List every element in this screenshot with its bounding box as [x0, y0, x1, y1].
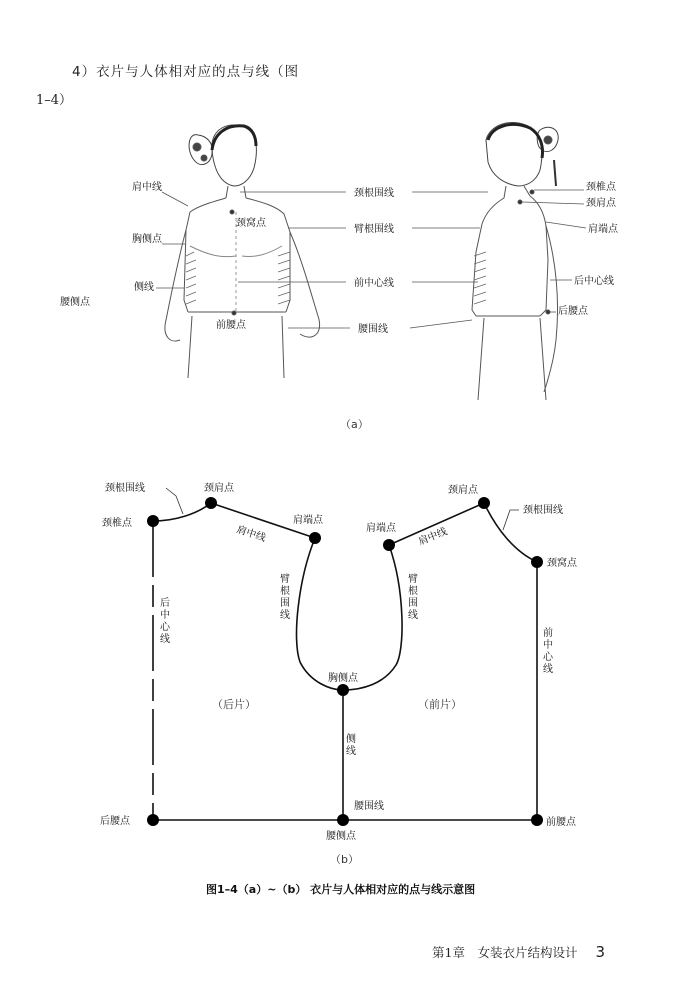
pattern-diagram: [153, 503, 537, 820]
point-shoulder-end-back: [309, 532, 321, 544]
label-front-center-line: 前中心线: [354, 278, 394, 289]
pattern-labels: [100, 481, 578, 842]
pattern-label-neck-shoulder-left: 颈肩点: [204, 483, 234, 494]
pattern-label-front-waist-point: 前腰点: [546, 817, 576, 828]
page-number: 3: [595, 943, 606, 961]
label-neck-line: 颈根围线: [354, 188, 394, 199]
label-back-center-line: 后中心线: [574, 276, 614, 287]
section-heading-continuation: 1–4）: [36, 93, 73, 108]
label-front-waist-point: 前腰点: [216, 320, 246, 331]
pattern-label-back-waist-point: 后腰点: [100, 816, 130, 827]
pattern-points: [147, 497, 543, 826]
label-cervical-point: 颈椎点: [586, 182, 616, 193]
side-view-labels: [522, 180, 619, 317]
pattern-label-neck-notch-point: 颈窝点: [547, 558, 577, 569]
pattern-label-armhole-line-right: 臂根围线: [408, 574, 418, 621]
pattern-label-bust-side-point: 胸侧点: [328, 673, 358, 684]
point-cervical: [147, 515, 159, 527]
pattern-vertical-labels: [160, 572, 554, 757]
pattern-label-shoulder-end-right: 肩端点: [366, 523, 396, 534]
point-neck-notch: [531, 556, 543, 568]
label-waist-side-point: 腰侧点: [60, 297, 90, 308]
pattern-label-neck-line-left: 颈根围线: [105, 483, 145, 494]
point-waist-side: [337, 814, 349, 826]
label-neck-notch-point: 颈窝点: [236, 218, 266, 229]
pattern-label-front-center-line: 前中心线: [543, 628, 553, 675]
point-front-waist: [531, 814, 543, 826]
pattern-label-waist-line: 腰围线: [354, 801, 384, 812]
back-armhole: [296, 538, 343, 690]
side-view-figure: [472, 122, 558, 400]
figure-b-sublabel: （b）: [330, 853, 359, 866]
pattern-label-back-piece: （后片）: [212, 698, 256, 711]
pattern-label-neck-line-right: 颈根围线: [523, 505, 563, 516]
point-shoulder-end-front: [383, 539, 395, 551]
pattern-label-side-line: 侧线: [346, 734, 356, 757]
figure-caption: 图1–4（a）~（b） 衣片与人体相对应的点与线示意图: [206, 883, 476, 896]
page-footer: [432, 943, 605, 961]
pattern-label-back-center-line: 后中心线: [160, 598, 170, 645]
front-hair-bow-illustration: [189, 135, 212, 165]
pattern-label-shoulder-line-right: 肩中线: [417, 526, 449, 548]
footer-chapter: 第1章 女装衣片结构设计: [432, 945, 578, 960]
label-shoulder-center-line: 肩中线: [132, 182, 162, 193]
section-heading: 4）衣片与人体相对应的点与线（图: [72, 64, 300, 80]
front-view-figure: [165, 125, 320, 378]
pattern-label-shoulder-line-left: 肩中线: [235, 524, 268, 545]
label-armhole-line: 臂根围线: [354, 224, 394, 235]
label-back-waist-point: 后腰点: [558, 306, 588, 317]
point-neck-shoulder-front: [478, 497, 490, 509]
label-waist-line: 腰围线: [358, 324, 388, 335]
pattern-label-cervical-point: 颈椎点: [102, 518, 132, 529]
label-bust-side-point: 胸侧点: [132, 234, 162, 245]
pattern-label-armhole-line-left: 臂根围线: [280, 574, 290, 621]
label-side-line: 侧线: [134, 282, 154, 293]
point-neck-shoulder-back: [205, 497, 217, 509]
figure-a-sublabel: （a）: [340, 418, 369, 431]
point-bust-side: [337, 684, 349, 696]
point-back-waist: [147, 814, 159, 826]
pattern-label-waist-side-point: 腰侧点: [326, 831, 356, 842]
front-armhole: [343, 545, 402, 690]
pattern-label-front-piece: （前片）: [418, 698, 462, 711]
label-neck-shoulder-point: 颈肩点: [586, 198, 616, 209]
label-shoulder-end-point: 肩端点: [588, 224, 618, 235]
pattern-label-shoulder-end-left: 肩端点: [293, 515, 323, 526]
pattern-label-neck-shoulder-right: 颈肩点: [448, 485, 478, 496]
